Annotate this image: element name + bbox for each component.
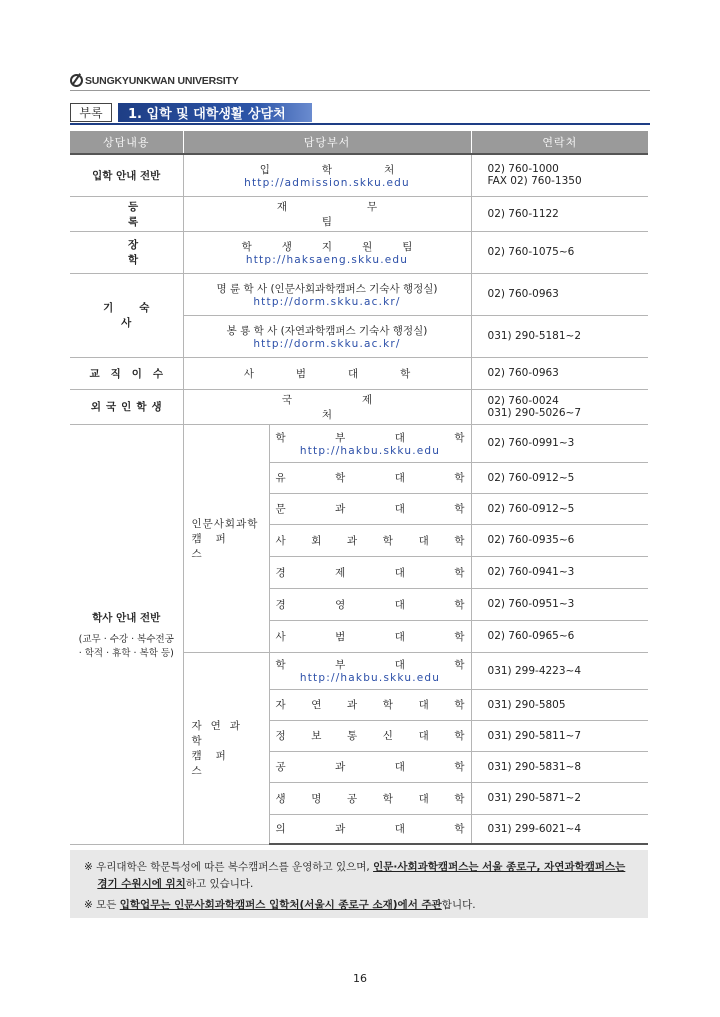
dept-cell	[269, 524, 471, 556]
url-dorm-bongnyong[interactable]: http://dorm.skku.ac.kr/	[253, 337, 401, 350]
dept-cell	[183, 357, 471, 389]
dept-foreign: 국제처	[281, 393, 443, 421]
phone-foreign-seoul: 02) 760-0024	[487, 394, 559, 407]
note-campuses	[84, 859, 634, 893]
dept-ict: 정 보 통 신 대 학	[275, 730, 465, 742]
category-academic	[70, 424, 183, 844]
phone-engineering: 031) 290-5831~8	[471, 751, 648, 782]
table-header-row	[70, 131, 648, 154]
skku-logo-icon	[70, 74, 83, 87]
phone-cell	[471, 389, 648, 424]
header-dept: 담당부서	[183, 131, 471, 154]
category-cell	[70, 273, 183, 357]
category-scholarship: 장학	[128, 239, 191, 266]
dept-dorm-bongnyong: 봉 룡 학 사 (자연과학캠퍼스 기숙사 행정실)	[226, 324, 428, 337]
phone-hakbu-humanities: 02) 760-0991~3	[471, 424, 648, 462]
note-text: ※ 모든	[84, 899, 120, 911]
phone-foreign-suwon: 031) 290-5026~7	[487, 406, 582, 419]
dept-cell	[183, 389, 471, 424]
table-row	[70, 273, 648, 315]
category-admission: 입학 안내 전반	[70, 154, 183, 196]
url-admission[interactable]: http://admission.skku.edu	[244, 176, 410, 189]
dept-confucian: 유 학 대 학	[275, 472, 465, 484]
phone-confucian: 02) 760-0912~5	[471, 462, 648, 493]
phone-dorm-bongnyong: 031) 290-5181~2	[471, 315, 648, 357]
dept-engineering: 공 과 대 학	[275, 761, 465, 773]
table-row	[70, 231, 648, 273]
phone-social-science: 02) 760-0935~6	[471, 524, 648, 556]
dept-natural-science: 자 연 과 학 대 학	[275, 699, 465, 711]
campus-science-name: 자연과학	[191, 720, 249, 747]
dept-cell	[183, 196, 471, 231]
url-hakbu-humanities[interactable]: http://hakbu.skku.edu	[299, 444, 441, 457]
phone-business: 02) 760-0951~3	[471, 588, 648, 620]
campus-humanities	[183, 424, 269, 652]
dept-cell	[269, 782, 471, 814]
dept-cell	[269, 720, 471, 751]
category-cell	[70, 196, 191, 231]
table-row	[70, 357, 648, 389]
dept-scholarship: 학생지원팀	[241, 240, 443, 253]
phone-teaching: 02) 760-0963	[471, 357, 648, 389]
dept-teaching: 사범대학	[243, 367, 453, 380]
note-emphasis: 인문·사회과학캠퍼스는 서울 종로구, 자연과학캠퍼스는	[373, 861, 626, 873]
dept-liberal-arts: 문 과 대 학	[275, 503, 465, 515]
dept-biotech: 생 명 공 학 대 학	[275, 792, 465, 805]
note-text: 합니다.	[441, 899, 476, 911]
url-scholarship[interactable]: http://haksaeng.skku.edu	[245, 253, 409, 266]
page-number: 16	[353, 972, 367, 985]
phone-admission: 02) 760-1000	[487, 163, 559, 176]
header-content: 상담내용	[70, 131, 183, 154]
url-dorm-myeongnyun[interactable]: http://dorm.skku.ac.kr/	[253, 295, 401, 308]
dept-cell	[269, 462, 471, 493]
dept-cell	[269, 493, 471, 524]
phone-economics: 02) 760-0941~3	[471, 556, 648, 588]
campus-humanities-name: 인문사회과학	[191, 517, 259, 530]
category-cell	[70, 231, 191, 273]
note-emphasis: 입학업무는 인문사회과학캠퍼스 입학처(서울시 종로구 소재)에서 주관	[119, 899, 442, 911]
phone-registration: 02) 760-1122	[471, 196, 648, 231]
url-hakbu-science[interactable]: http://hakbu.skku.edu	[299, 672, 441, 684]
phone-hakbu-science: 031) 299-4223~4	[471, 652, 648, 689]
section-title: 1. 입학 및 대학생활 상담처	[118, 103, 312, 122]
campus-humanities-suffix: 캠퍼스	[191, 532, 240, 560]
dept-cell	[269, 814, 471, 844]
phone-biotech: 031) 290-5871~2	[471, 782, 648, 814]
category-academic-title: 학사 안내 전반	[92, 611, 161, 624]
campus-science-suffix: 캠퍼스	[191, 750, 240, 777]
appendix-label: 부록	[70, 103, 112, 122]
dept-cell	[269, 424, 471, 462]
phone-ict: 031) 290-5811~7	[471, 720, 648, 751]
dept-hakbu-science: 학 부 대 학	[275, 659, 465, 671]
phone-liberal-arts: 02) 760-0912~5	[471, 493, 648, 524]
contact-table	[70, 131, 648, 845]
table-row	[70, 154, 648, 196]
notes-box	[70, 850, 648, 918]
dept-cell	[183, 315, 471, 357]
table-row	[70, 389, 648, 424]
dept-cell	[269, 652, 471, 689]
header-contact: 연락처	[471, 131, 648, 154]
phone-dorm-myeongnyun: 02) 760-0963	[471, 273, 648, 315]
dept-cell	[183, 273, 471, 315]
header-rule	[70, 90, 650, 91]
dept-economics: 경 제 대 학	[275, 566, 465, 579]
table-row	[70, 424, 648, 462]
dept-medicine: 의 과 대 학	[275, 823, 465, 836]
category-dorm: 기숙사	[103, 302, 176, 329]
dept-cell	[183, 154, 471, 196]
note-emphasis: 경기 수원시에 위치	[97, 878, 186, 890]
dept-dorm-myeongnyun: 명 륜 학 사 (인문사회과학캠퍼스 기숙사 행정실)	[216, 282, 438, 295]
dept-cell	[269, 751, 471, 782]
note-text: ※ 우리대학은 학문특성에 따른 복수캠퍼스를 운영하고 있으며,	[84, 861, 374, 873]
phone-education: 02) 760-0965~6	[471, 620, 648, 652]
dept-cell	[269, 689, 471, 720]
note-text: 하고 있습니다.	[185, 878, 254, 890]
dept-business: 경 영 대 학	[275, 598, 465, 611]
category-cell	[70, 389, 183, 424]
category-foreign: 외국인학생	[90, 401, 167, 413]
phone-medicine: 031) 299-6021~4	[471, 814, 648, 844]
dept-education: 사 범 대 학	[275, 630, 465, 643]
category-academic-detail-1: (교무 · 수강 · 복수전공	[78, 633, 174, 645]
dept-hakbu-humanities: 학 부 대 학	[275, 431, 465, 444]
dept-cell	[269, 620, 471, 652]
dept-cell	[183, 231, 471, 273]
dept-social-science: 사 회 과 학 대 학	[275, 534, 465, 547]
dept-registration: 재무팀	[276, 200, 458, 228]
phone-natural-science: 031) 290-5805	[471, 689, 648, 720]
university-logo	[70, 74, 239, 87]
dept-admission: 입학처	[259, 163, 447, 176]
phone-cell	[471, 154, 648, 196]
category-teaching: 교직이수	[89, 367, 175, 380]
table-row	[70, 196, 648, 231]
note-admission	[84, 897, 634, 914]
phone-scholarship: 02) 760-1075~6	[471, 231, 648, 273]
section-heading	[70, 103, 312, 122]
dept-cell	[269, 588, 471, 620]
category-academic-detail-2: · 학적 · 휴학 · 복학 등)	[78, 647, 174, 659]
category-cell	[70, 357, 183, 389]
dept-cell	[269, 556, 471, 588]
logo-text: SUNGKYUNKWAN UNIVERSITY	[85, 74, 239, 87]
fax-admission: FAX 02) 760-1350	[487, 175, 582, 188]
campus-science	[183, 652, 269, 844]
section-rule	[70, 123, 650, 125]
category-registration: 등록	[128, 200, 191, 228]
